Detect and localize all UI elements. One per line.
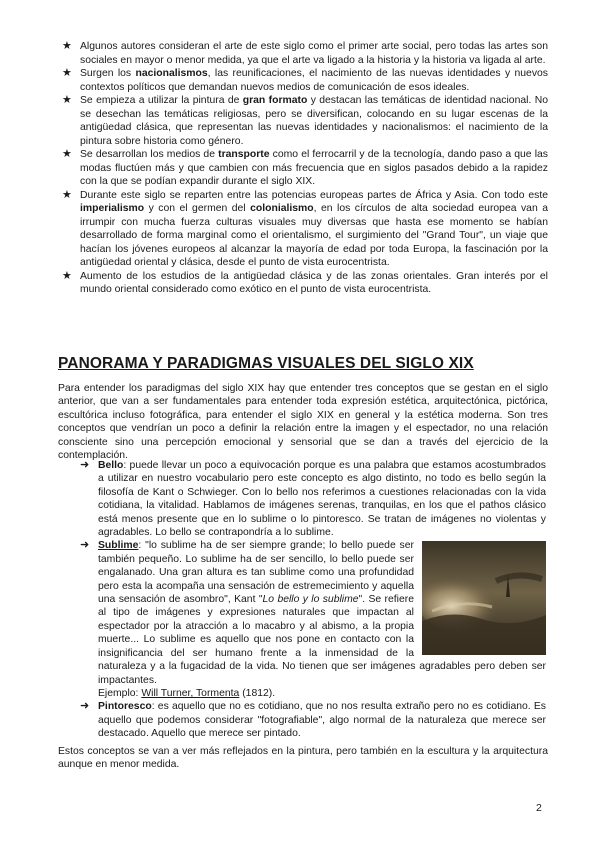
text-run: , las reunificaciones, el nacimiento de las nuevas identidades y nuevos contextos políticos que demandan nuevos medios de comunicación de esos ideales. (80, 68, 548, 93)
bullet-item (62, 94, 548, 148)
text-run: , en los círculos de alta sociedad europea van a irrumpir con mucha fuerza culturas visuales muy diversas que hasta ese momento se habían desarrollado de forma marginal como el orientalismo, el surgimiento del "Grand Tour", un viaje que hacían los jóvenes europeos al alcanzar la mayoría de edad por toda Europa, la fascinación por la antigüedad oriental y clásica, desde el punto de vista eurocentrista. (80, 203, 548, 268)
text-run: : puede llevar un poco a equivocación porque es una palabra que estamos acostumbrados a utilizar en nuestro vocabulario pero este concepto es algo distinto, no todo es bello según la filosofía de Kant o Schwieger. Con lo bello nos referimos a cuestiones relacionadas con la vida cotidiana, la vitalidad. Hablamos de imágenes serenas, tranquilas, en los que el pathos clásico está menos presente que en lo sublime o lo pintoresco. Se tratan de imágenes no violentas y agradables. Lo bello se contrapondría a lo sublime. (98, 460, 546, 539)
example-year: (1812). (239, 687, 276, 699)
italic-title: Lo bello y lo sublime (262, 594, 359, 606)
star-icon: ★ (62, 188, 72, 201)
concept-item (80, 459, 546, 539)
concept-item (80, 700, 546, 740)
concept-item (80, 539, 546, 700)
bold-term: Pintoresco (98, 701, 152, 713)
star-icon: ★ (62, 40, 72, 52)
text-run: ". Se refiere al tipo de imágenes y expresiones naturales que impactan al espectador por la atracción a lo macabro y al abismo, a la propia muerte... Lo sublime es aquello que nos pone en contacto con la insignificancia del ser humano frente a la inmensidad de la naturaleza y a la fugacidad de la vida. No tienen que ser imágenes agradables pero deben ser impactantes. (98, 594, 546, 686)
bullet-item (62, 148, 548, 189)
text-run: : "lo sublime ha de ser siempre grande; lo bello puede ser también pequeño. Lo sublime ha de ser sencillo, lo bello puede ser engalanado. Una gran altura es tan sublime como una profundidad pero esta la acompaña una sensación de estremecimiento y aquella una sensación de asombro", Kant " (98, 540, 414, 606)
bold-term: imperialismo (80, 203, 145, 214)
star-icon: ★ (62, 148, 72, 160)
page-number: 2 (536, 802, 542, 814)
text-run: como el ferrocarril y de la tecnología, dando paso a que las modas fluctúen más y que cambien con más frecuencia que en siglos pasados debido a la rapidez con la que se podían expandir durante el siglo XIX. (80, 149, 548, 187)
text-run: Durante este siglo se reparten entre las potencias europeas partes de África y Asia. Con todo este (80, 189, 548, 201)
bold-term: colonialismo (250, 203, 314, 214)
example-label: Ejemplo: (98, 687, 142, 699)
arrow-icon: ➜ (80, 700, 90, 713)
bullet-item (62, 270, 548, 297)
storm-painting-image (422, 541, 546, 655)
context-bullet-list (62, 40, 548, 297)
intro-paragraph: Para entender los paradigmas del siglo XIX hay que entender tres conceptos que se gestan en el siglo anterior, que van a ser fundamentales para entender toda expresión estética, arquitectónica, pictórica, escultórica incluso fotográfica, para entender el siglo XIX en general y la estética moderna. Son tres conceptos que vendrían un poco a definir la relación entre la imagen y el espectador, no una relación consciente sino una percepción emocional y sensorial que se dan a través del ejercicio de la contemplación. (58, 383, 548, 462)
bullet-item (62, 67, 548, 94)
example-link[interactable]: Will Turner, Tormenta (141, 687, 240, 699)
star-icon: ★ (62, 269, 72, 282)
text-run: Aumento de los estudios de la antigüedad clásica y de las zonas orientales. Gran interés por el mundo oriental considerado como exótico en el punto de vista eurocentrista. (80, 270, 548, 295)
closing-paragraph: Estos conceptos se van a ver más reflejados en la pintura, pero también en la escultura y la arquitectura aunque en menor medida. (58, 746, 548, 771)
star-icon: ★ (62, 94, 72, 106)
text-run: y destacan las temáticas de identidad nacional. No se desechan las temáticas religiosas, pero se diversifican, colocando en su lugar escenas de la antigüedad clásica, que representan las nuevas identidades y nacionalismos: el nacimiento de la pintura sobre historia como género. (80, 95, 548, 147)
concepts-list (80, 459, 546, 741)
bullet-item (62, 189, 548, 270)
bold-term: gran formato (242, 95, 308, 106)
text-run: y con el germen del (144, 203, 251, 214)
text-run: Se empieza a utilizar la pintura de (80, 95, 243, 106)
arrow-icon: ➜ (80, 459, 90, 471)
bold-term: nacionalismos (135, 68, 208, 79)
star-icon: ★ (62, 67, 72, 79)
bold-term: transporte (218, 149, 270, 160)
bold-term: Bello (98, 460, 124, 471)
text-run: Surgen los (80, 68, 136, 79)
text-run: Algunos autores consideran el arte de este siglo como el primer arte social, pero todas las artes son sociales en mayor o menor medida, ya que el arte va ligado a la historia y la historia va ligada al arte. (80, 41, 548, 66)
bold-term: Sublime (98, 540, 139, 552)
section-title: PANORAMA Y PARADIGMAS VISUALES DEL SIGLO XIX (58, 355, 474, 372)
bullet-item (62, 40, 548, 67)
arrow-icon: ➜ (80, 539, 90, 552)
text-run: Se desarrollan los medios de (80, 149, 219, 160)
text-run: : es aquello que no es cotidiano, que no nos resulta extraño pero no es cotidiano. Es aquello que podemos considerar "fotografiable", algo normal de la naturaleza que merece ser destacado. Aquello que merece ser pintado. (98, 701, 546, 740)
